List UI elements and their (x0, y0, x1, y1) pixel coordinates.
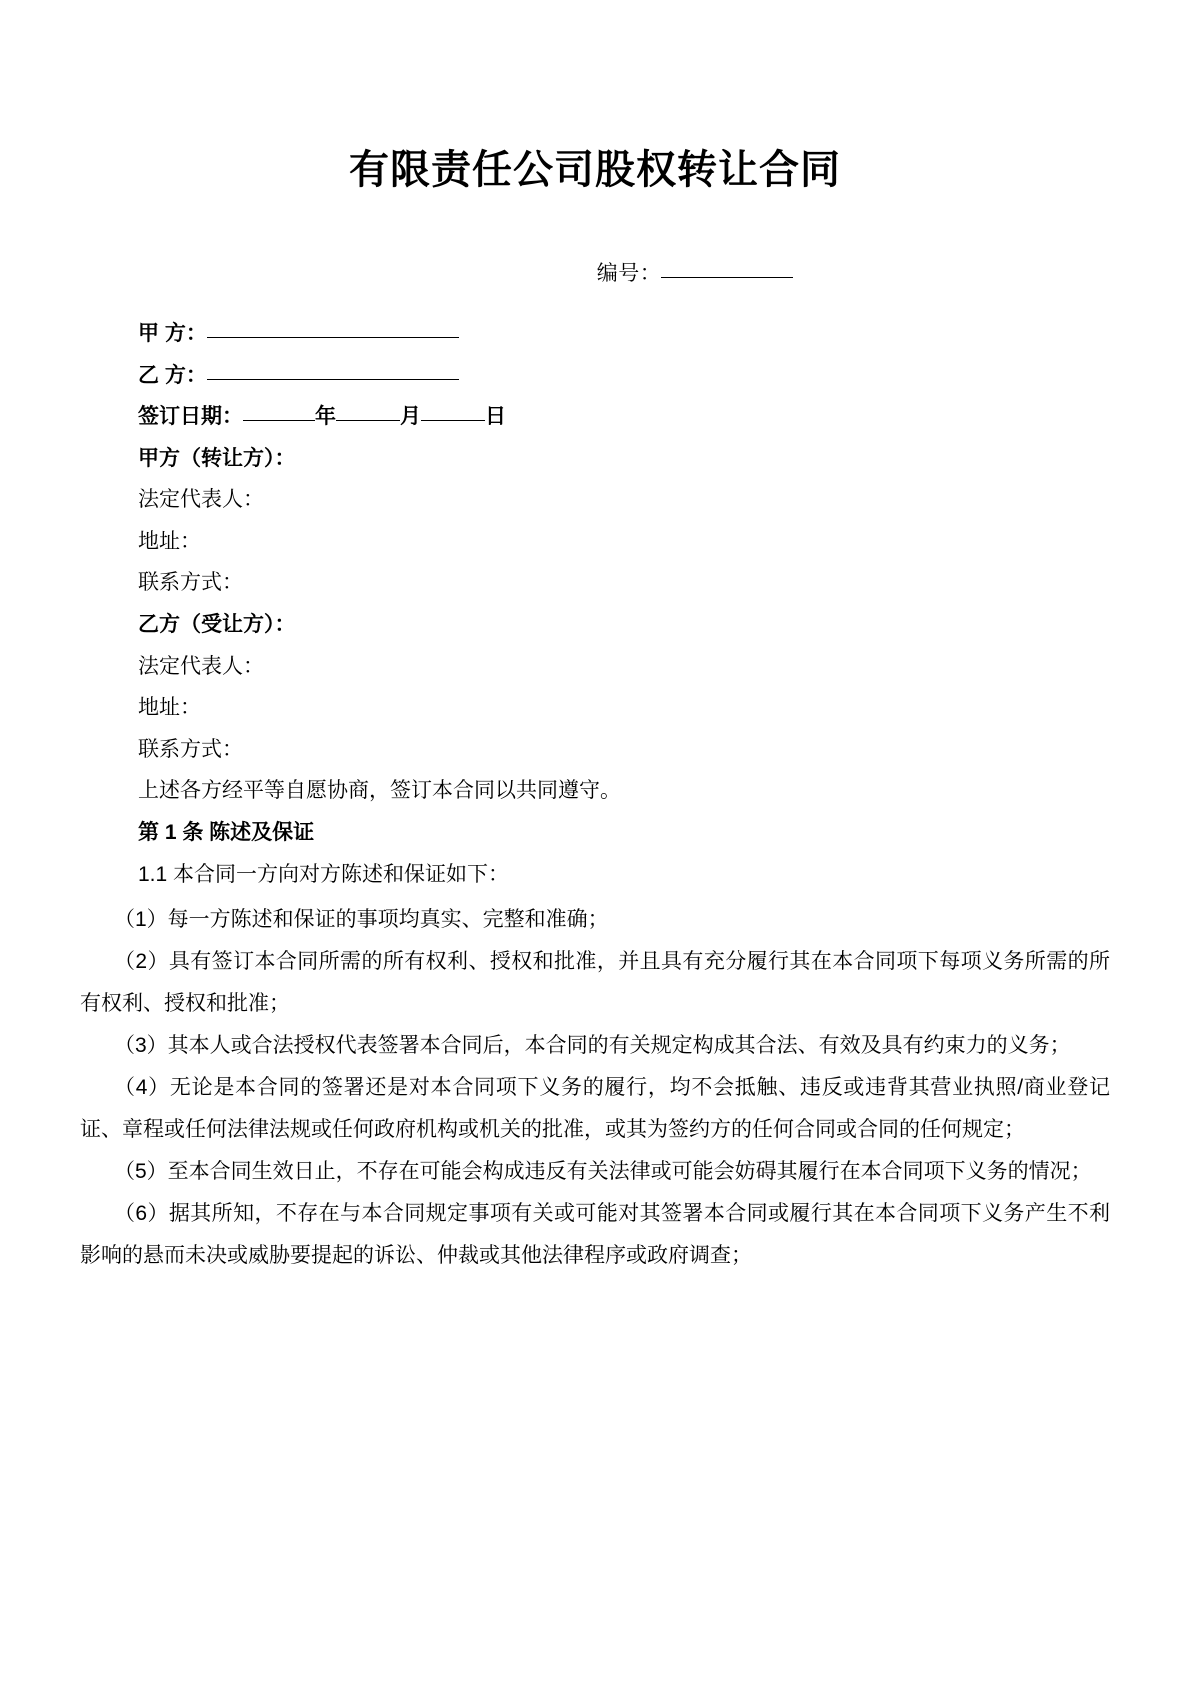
preamble-paragraph: 上述各方经平等自愿协商，签订本合同以共同遵守。 (138, 779, 621, 803)
clause-item-5: （5）至本合同生效日止，不存在可能会构成违反有关法律或可能会妨碍其履行在本合同项下义务的情况； (114, 1160, 1092, 1184)
page-title: 有限责任公司股权转让合同 (349, 148, 841, 192)
party-b-address-label: 地址： (138, 696, 201, 720)
sign-date-month-unit: 月 (400, 405, 421, 429)
clause-item-3: （3）其本人或合法授权代表签署本合同后，本合同的有关规定构成其合法、有效及具有约束力的义务； (114, 1034, 1071, 1058)
party-b-contact-label: 联系方式： (138, 737, 243, 761)
sign-date-year-unit: 年 (315, 405, 336, 429)
party-a-fill-blank[interactable] (207, 337, 459, 338)
party-a-legal-rep-label: 法定代表人： (138, 488, 264, 512)
party-a-fill-row (138, 313, 1110, 355)
party-a-heading: 甲方（转让方）： (138, 446, 296, 470)
serial-number-blank[interactable] (661, 277, 793, 278)
section-1-heading: 第 1 条 陈述及保证 (138, 820, 315, 844)
sign-date-month-blank[interactable] (336, 420, 400, 421)
party-b-fill-blank[interactable] (207, 379, 459, 380)
clause-1-1: 1.1 本合同一方向对方陈述和保证如下： (138, 862, 510, 886)
party-a-contact-label: 联系方式： (138, 571, 243, 595)
section-1-items (80, 899, 1110, 1277)
parties-fill-block (80, 313, 1110, 895)
sign-date-year-blank[interactable] (243, 420, 315, 421)
clause-item-1: （1）每一方陈述和保证的事项均真实、完整和准确； (114, 908, 609, 932)
serial-number-row (80, 257, 1110, 287)
clause-item-6: （6）据其所知，不存在与本合同规定事项有关或可能对其签署本合同或履行其在本合同项下义务产生不利影响的悬而未决或威胁要提起的诉讼、仲裁或其他法律程序或政府调查； (80, 1202, 1110, 1268)
party-b-legal-rep-label: 法定代表人： (138, 654, 264, 678)
serial-number-label: 编号： (596, 262, 662, 285)
sign-date-row (138, 396, 1110, 438)
party-a-fill-label: 甲 方： (138, 322, 207, 345)
sign-date-day-unit: 日 (485, 405, 506, 429)
sign-date-day-blank[interactable] (421, 420, 485, 421)
clause-item-4: （4）无论是本合同的签署还是对本合同项下义务的履行，均不会抵触、违反或违背其营业执照/商业登记证、章程或任何法律法规或任何政府机构或机关的批准，或其为签约方的任何合同或合同的任何规定； (80, 1076, 1110, 1142)
sign-date-label: 签订日期： (138, 405, 243, 429)
party-a-address-label: 地址： (138, 529, 201, 553)
clause-item-2: （2）具有签订本合同所需的所有权利、授权和批准，并且具有充分履行其在本合同项下每项义务所需的所有权利、授权和批准； (80, 950, 1110, 1016)
party-b-fill-label: 乙 方： (138, 363, 207, 387)
party-b-fill-row (138, 355, 1110, 397)
party-b-heading: 乙方（受让方）： (138, 613, 296, 637)
